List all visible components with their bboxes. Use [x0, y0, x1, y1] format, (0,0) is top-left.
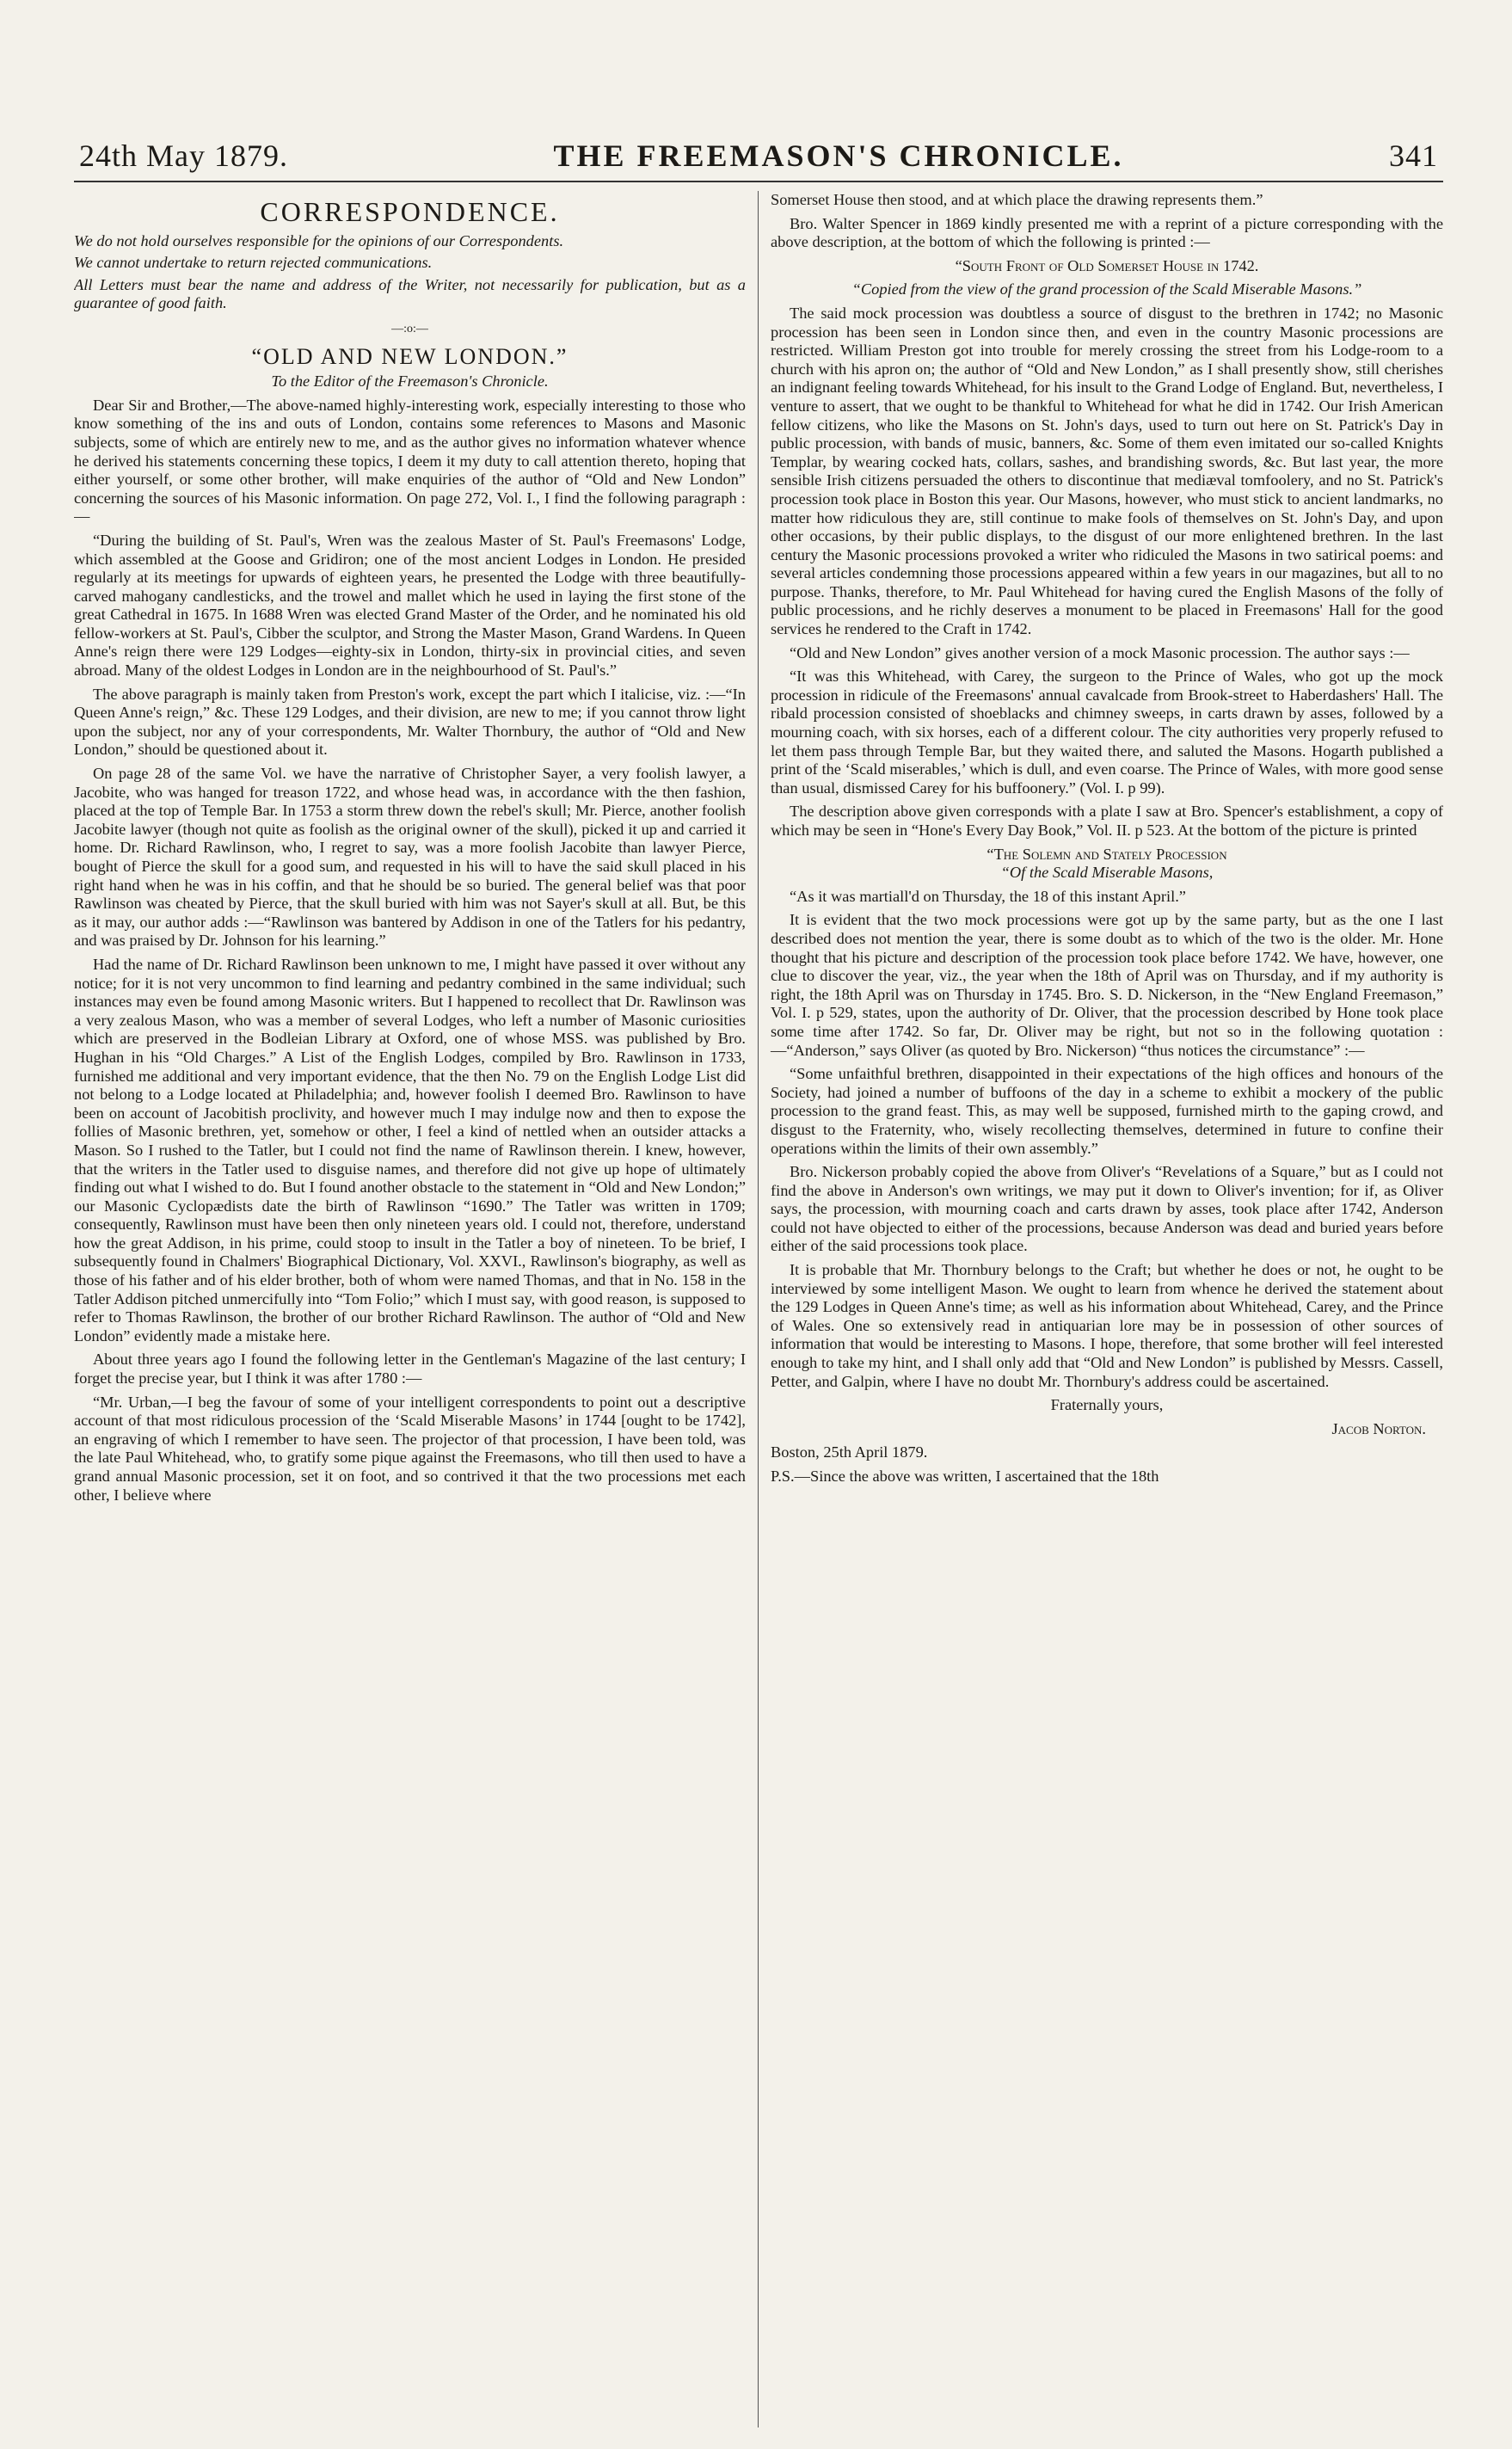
paragraph: Had the name of Dr. Richard Rawlinson been unknown to me, I might have passed it over without any notice; for it is not very uncommon to find learning and pedantry combined in the same individual; such instances may even be found among Masonic writers. But I happened to recollect that Dr. Rawlinson was a very zealous Mason, who was a member of several Lodges, who left a number of Masonic curiosities which are preserved in the Bodleian Library at Oxford, one of whose MSS. was published by Bro. Hughan in his “Old Charges.” A List of the English Lodges, compiled by Bro. Rawlinson in 1733, furnished me additional and very important evidence, that the then No. 79 on the English Lodge List did not belong to a Lodge located at Philadelphia; and, however foolish I deemed Bro. Rawlinson to have been on account of Jacobitish proclivity, and however much I may indulge now and then to expose the follies of Masonic brethren, yet, somehow or other, I feel a kind of nettled when an outsider attacks a Mason. So I rushed to the Tatler, but I could not find the name of Rawlinson therein. I knew, however, that the writers in the Tatler used to disguise names, and therefore did not give up hope of ultimately finding out what I wished to do. But I found another obstacle to the statement in “Old and New London;” our Masonic Cyclopædists date the birth of Rawlinson “1690.” The Tatler was written in 1709; consequently, Rawlinson must have been then only nineteen years old. I could not, therefore, understand how the great Addison, in his prime, could stoop to insult in the Tatler a boy of nineteen. To be brief, I subsequently found in Chalmers' Biographical Dictionary, Vol. XXVI., Rawlinson's biography, as well as those of his father and of his elder brother, both of whom were named Thomas, and that in No. 158 in the Tatler Addison pitched unmercifully into “Tom Folio;” which I must say, with good reason, is supposed to refer to Thomas Rawlinson, the brother of our brother Richard Rawlinson. The author of “Old and New London” evidently made a mistake here. [74, 955, 746, 1344]
section-title: CORRESPONDENCE. [260, 196, 560, 227]
paragraph: Bro. Walter Spencer in 1869 kindly presented me with a reprint of a picture corresponding with the above description, at the bottom of which the following is printed :— [771, 214, 1443, 251]
paragraph: It is evident that the two mock processions were got up by the same party, but as the one I last described does not mention the year, there is some doubt as to which of the two is the older. Mr. Hone thought that his picture and description of the procession took place before 1742. We have, however, one clue to discover the year, viz., the year when the 18th of April was on Thursday, and if my authority is right, the 18th April was on Thursday in 1745. Bro. S. D. Nickerson, in the “New England Freemason,” Vol. I. p 529, states, upon the authority of Dr. Oliver, that the procession described by Hone took place some time after 1742. So far, Dr. Oliver may be right, but not so in the following quotation :—“Anderson,” says Oliver (as quoted by Bro. Nickerson) “thus notices the circumstance” :— [771, 911, 1443, 1059]
signature: Jacob Norton. [1331, 1419, 1426, 1437]
paragraph: The above paragraph is mainly taken from Preston's work, except the part which I italicise, viz. :—“In Queen Anne's reign,” &c. These 129 Lodges, and their division, are new to me; if you cannot throw light upon the subject, nor any of your correspondents, Mr. Walter Thornbury, the author of “Old and New London,” should be questioned about it. [74, 685, 746, 759]
divider: —:o:— [391, 322, 428, 335]
paragraph: Bro. Nickerson probably copied the above from Oliver's “Revelations of a Square,” but as I could not find the above in Anderson's own writings, we may put it down to Oliver's invention; for if, as Oliver says, the procession, with mourning coach and carts drawn by asses, took place after 1742, Anderson could not have objected to either of the processions, because Anderson was dead and buried years before either of the said processions took place. [771, 1163, 1443, 1255]
paragraph: It is probable that Mr. Thornbury belongs to the Craft; but whether he does or not, he ought to be interviewed by some intelligent Mason. We ought to learn from whence he derived the statement about the 129 Lodges in Queen Anne's time; as well as his information about Whitehead, Carey, and the Prince of Wales. One so extensively read in antiquarian lore may be in possession of other sources of information that would be interesting to Masons. I hope, therefore, that some brother will feel interested enough to take my hint, and I shall only add that “Old and New London” is published by Messrs. Cassell, Petter, and Galpin, where I have no doubt Mr. Thornbury's address could be ascertained. [771, 1261, 1443, 1390]
dateline: Boston, 25th April 1879. [771, 1443, 928, 1461]
dedication: To the Editor of the Freemason's Chronicle. [271, 372, 549, 391]
issue-date: 24th May 1879. [79, 138, 288, 173]
caption-line: “The Solemn and Stately Procession [986, 845, 1227, 863]
paragraph: The description above given corresponds with a plate I saw at Bro. Spencer's establishment, a copy of which may be seen in “Hone's Every Day Book,” Vol. II. p 523. At the bottom of the picture is printed [771, 803, 1443, 839]
masthead-title: THE FREEMASON'S CHRONICLE. [553, 138, 1124, 173]
disclaimer: All Letters must bear the name and address of the Writer, not necessarily for publication, but as a guarantee of good faith. [74, 275, 746, 312]
page-number: 341 [1389, 138, 1438, 173]
columns [74, 191, 1443, 2427]
quotation: “During the building of St. Paul's, Wren was the zealous Master of St. Paul's Freemasons' Lodge, which assembled at the Goose and Gridiron; one of the most ancient Lodges in London. He presided regularly at its meetings for upwards of eighteen years, he presented the Lodge with three beautifully-carved mahogany candlesticks, and the trowel and mallet which he used in laying the first stone of the great Cathedral in 1675. In 1688 Wren was elected Grand Master of the Order, and he nominated his old fellow-workers at St. Paul's, Cibber the sculptor, and Strong the Master Mason, Grand Wardens. In Queen Anne's reign there were 129 Lodges—eighty-six in London, thirty-six in provincial cities, and seven abroad. Many of the oldest Lodges in London are in the neighbourhood of St. Paul's.” [74, 531, 746, 680]
paragraph: The said mock procession was doubtless a source of disgust to the brethren in 1742; no Masonic procession has been seen in London since then, and even in the country Masonic processions are restricted. William Preston got into trouble for merely crossing the street from his Lodge-room to a church with his apron on; the author of “Old and New London,” as I shall presently show, still cherishes an indignant feeling towards Whitehead, for his insult to the Grand Lodge of England. But, nevertheless, I venture to assert, that we ought to be thankful to Whitehead for what he did in 1742. Our Irish American fellow citizens, who like the Masons on St. John's days, used to turn out here on St. Patrick's Day in public procession, with bands of music, banners, &c. Some of them even imitated our so-called Knights Templar, by wearing cocked hats, collars, sashes, and brandishing swords, &c. But last year, the more sensible Irish citizens persuaded the others to discontinue that mediæval tomfoolery, and no St. Patrick's procession took place in Boston this year. Our Masons, however, who must stick to ancient landmarks, no matter how ridiculous they are, still continue to make fools of themselves on St. John's Day, and upon other occasions, by their public displays, to the disgust of our more enlightened brethren. In the last century the Masonic processions provoked a writer who ridiculed the Masons in two satirical poems: and several articles condemning those processions appeared within a few years in our magazines, but all to no purpose. Thanks, therefore, to Mr. Paul Whitehead for having cured the English Masons of the folly of public processions, and he richly deserves a monument to be placed in Freemasons' Hall for the good services he rendered to the Craft in 1742. [771, 304, 1443, 638]
paragraph: On page 28 of the same Vol. we have the narrative of Christopher Sayer, a very foolish lawyer, a Jacobite, who was hanged for treason 1722, and whose head was, in accordance with the then fashion, placed at the top of Temple Bar. In 1753 a storm threw down the rebel's skull; Mr. Pierce, another foolish Jacobite lawyer (though not quite as foolish as the original owner of the skull), picked it up and carried it home. Dr. Richard Rawlinson, who, I regret to say, was a more foolish Jacobite than lawyer Pierce, bought of Pierce the skull for a good sum, and requested in his will to have the said skull placed in his right hand when he was in his coffin, and that he should be so buried. The general belief was that poor Rawlinson was cheated by Pierce, that the skull buried with him was not Sayer's skull at all. But, be this as it may, our author adds :—“Rawlinson was bantered by Addison in one of the Tatlers for his pedantry, and was praised by Dr. Johnson for his learning.” [74, 765, 746, 950]
closing: Fraternally yours, [1050, 1396, 1164, 1414]
left-column [74, 191, 759, 2427]
article-title: “OLD AND NEW LONDON.” [251, 343, 569, 369]
quotation: “It was this Whitehead, with Carey, the surgeon to the Prince of Wales, who got up the mock procession in ridicule of the Freemasons' annual cavalcade from Brook-street to Haberdashers' Hall. The ribald procession consisted of shoeblacks and chimney sweeps, in carts drawn by asses, followed by a mourning coach, with six horses, each of a different colour. The city authorities very properly refused to let them pass through Temple Bar, but they waited there, and saluted the Masons. Hogarth published a print of the ‘Scald miserables,’ which is dull, and even coarse. The Prince of Wales, with more good sense than usual, dismissed Carey for his buffoonery.” (Vol. I. p 99). [771, 668, 1443, 797]
postscript: P.S.—Since the above was written, I ascertained that the 18th [771, 1468, 1159, 1485]
paragraph: About three years ago I found the following letter in the Gentleman's Magazine of the last century; I forget the precise year, but I think it was after 1780 :— [74, 1351, 746, 1388]
disclaimer: We cannot undertake to return rejected communications. [74, 254, 433, 272]
right-column [759, 191, 1443, 2427]
paragraph: “Old and New London” gives another version of a mock Masonic procession. The author says :— [790, 643, 1410, 661]
caption-line: “Of the Scald Miserable Masons, [1000, 864, 1214, 882]
caption-line: “South Front of Old Somerset House in 1742. [955, 256, 1259, 274]
paragraph: Somerset House then stood, and at which place the drawing represents them.” [771, 191, 1263, 208]
caption-line: “Copied from the view of the grand procession of the Scald Miserable Masons.” [851, 280, 1362, 298]
quotation: “Mr. Urban,—I beg the favour of some of your intelligent correspondents to point out a descriptive account of that most ridiculous procession of the ‘Scald Miserable Masons’ in 1744 [ought to be 1742], an engraving of which I remember to have seen. The projector of that procession, I have been told, was the late Paul Whitehead, who, to gratify some pique against the Freemasons, who till then used to have a grand annual Masonic procession, set it on foot, and so contrived it that the two processions met each other, I believe where [74, 1393, 746, 1504]
page-header [74, 138, 1443, 182]
disclaimer: We do not hold ourselves responsible for the opinions of our Correspondents. [74, 231, 564, 249]
caption-line: “As it was martiall'd on Thursday, the 18 of this instant April.” [790, 887, 1186, 905]
paragraph: Dear Sir and Brother,—The above-named highly-interesting work, especially interesting to those who know something of the ins and outs of London, contains some references to Masons and Masonic subjects, some of which are entirely new to me, and as the author gives no information whatever whence he derived his statements concerning these topics, I deem it my duty to call attention thereto, hoping that either yourself, or some other brother, will make enquiries of the author of “Old and New London” concerning the sources of his Masonic information. On page 272, Vol. I., I find the following paragraph :— [74, 396, 746, 526]
quotation: “Some unfaithful brethren, disappointed in their expectations of the high offices and honours of the Society, had joined a number of buffoons of the day in a scheme to exhibit a mockery of the public procession to the grand feast. This, as may well be supposed, furnished mirth to the gaping crowd, and disgust to the Fraternity, who, wisely recollecting themselves, determined in future to confine their operations within the limits of their own assembly.” [771, 1065, 1443, 1157]
